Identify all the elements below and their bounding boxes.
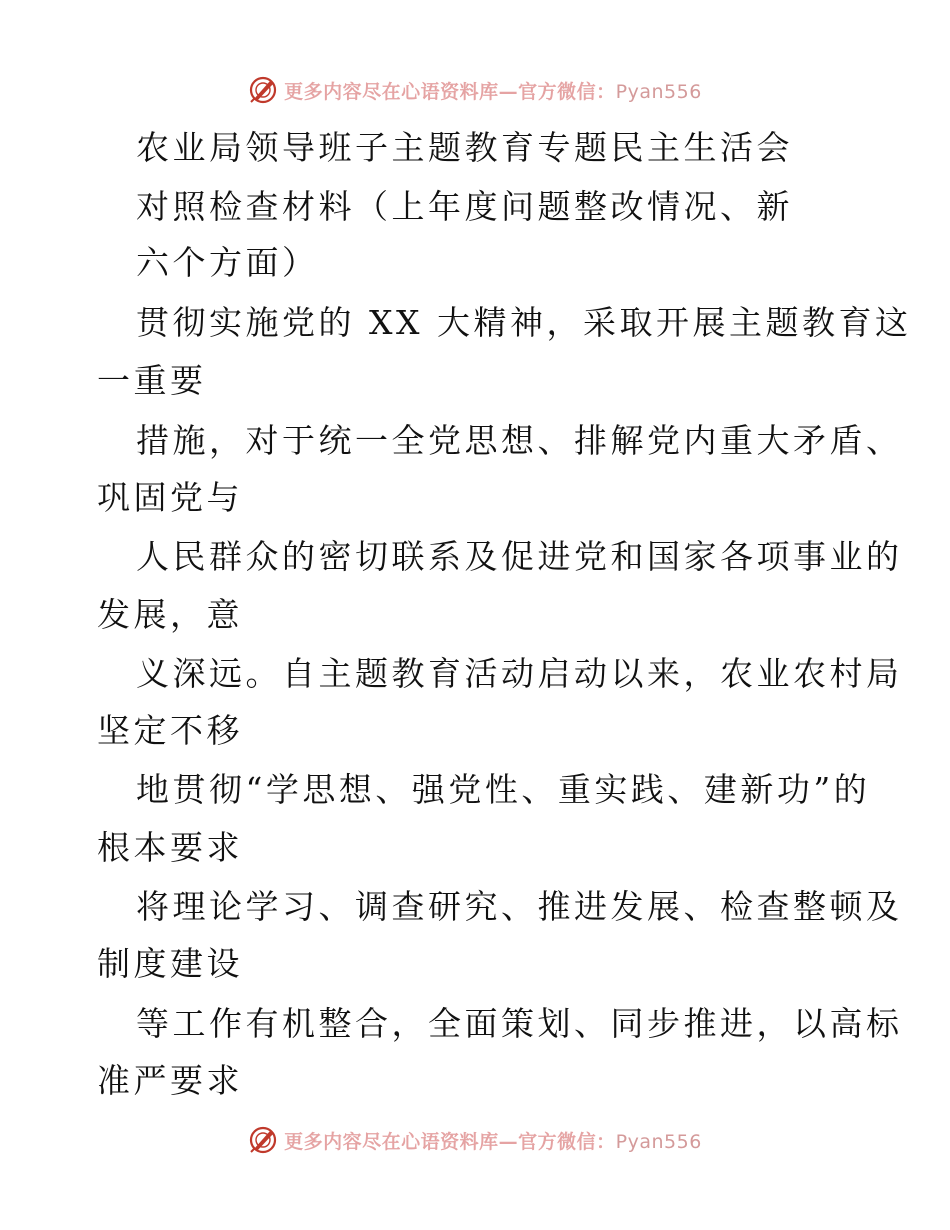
title-line: 六个方面） [136,243,319,282]
watermark-text: 更多内容尽在心语资料库—官方微信：Pyan556 [284,80,702,103]
paragraph-line: 巩固党与 [97,478,243,517]
watermark-header [0,72,950,108]
paragraph-line: 人民群众的密切联系及促进党和国家各项事业的 [136,537,903,576]
title-line: 农业局领导班子主题教育专题民主生活会 [136,128,793,167]
wechat-id: Pyan556 [615,80,702,103]
quill-pen-circle-icon [248,75,278,105]
paragraph-line: 措施，对于统一全党思想、排解党内重大矛盾、 [136,421,903,460]
watermark-text: 更多内容尽在心语资料库—官方微信：Pyan556 [284,1130,702,1153]
title-line: 对照检查材料（上年度问题整改情况、新 [136,187,793,226]
paragraph-line: 等工作有机整合，全面策划、同步推进，以高标 [136,1004,903,1043]
quill-pen-circle-icon [248,1125,278,1155]
paragraph-line: 坚定不移 [97,711,243,750]
watermark-footer [0,1122,950,1158]
paragraph-line: 地贯彻“学思想、强党性、重实践、建新功”的 [136,770,871,809]
paragraph-line: 制度建设 [97,944,243,983]
paragraph-line: 贯彻实施党的 XX 大精神，采取开展主题教育这 [136,303,912,342]
paragraph-line: 准严要求 [97,1061,243,1100]
wechat-id: Pyan556 [615,1130,702,1153]
paragraph-line: 发展，意 [97,595,243,634]
paragraph-line: 义深远。自主题教育活动启动以来，农业农村局 [136,654,903,693]
paragraph-line: 将理论学习、调查研究、推进发展、检查整顿及 [136,887,903,926]
paragraph-line: 根本要求 [97,828,243,867]
paragraph-line: 一重要 [97,361,207,400]
